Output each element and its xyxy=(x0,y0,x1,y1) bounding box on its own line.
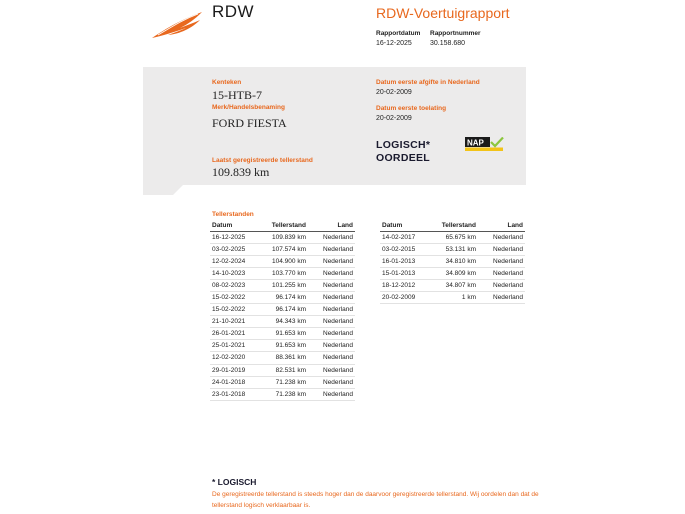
cell-datum: 25-01-2021 xyxy=(210,340,262,352)
cell-land: Nederland xyxy=(308,279,355,291)
kenteken-value: 15-HTB-7 xyxy=(212,88,262,102)
cell-tellerstand: 34.810 km xyxy=(432,255,478,267)
cell-datum: 12-02-2024 xyxy=(210,255,262,267)
report-title: RDW-Voertuigrapport xyxy=(376,5,510,21)
afgifte-label: Datum eerste afgifte in Nederland xyxy=(376,79,480,86)
cell-datum: 08-02-2023 xyxy=(210,279,262,291)
cell-land: Nederland xyxy=(308,304,355,316)
cell-tellerstand: 96.174 km xyxy=(262,291,308,303)
cell-datum: 14-10-2023 xyxy=(210,267,262,279)
footnote-text: De geregistreerde tellerstand is steeds hoger dan de daarvoor geregistreerde tellerstand. Wij oordelen dan dat de tellerstand logisch verklaarbaar is. xyxy=(212,491,539,509)
afgifte-value: 20-02-2009 xyxy=(376,89,412,96)
rapportdatum-value: 16-12-2025 xyxy=(376,40,412,47)
cell-tellerstand: 96.174 km xyxy=(262,304,308,316)
kenteken-label: Kenteken xyxy=(212,79,242,86)
table-row xyxy=(380,279,525,291)
cell-tellerstand: 71.238 km xyxy=(262,388,308,400)
cell-tellerstand: 53.131 km xyxy=(432,243,478,255)
km-label: Laatst geregistreerde tellerstand xyxy=(212,157,313,164)
table-row xyxy=(210,291,355,303)
table-row xyxy=(210,316,355,328)
table-row xyxy=(210,388,355,400)
cell-land: Nederland xyxy=(478,243,525,255)
cell-datum: 20-02-2009 xyxy=(380,291,432,303)
cell-land: Nederland xyxy=(308,316,355,328)
col-datum: Datum xyxy=(210,220,262,231)
cell-land: Nederland xyxy=(308,243,355,255)
footnote-title: * LOGISCH xyxy=(212,477,257,487)
rapportnummer-label: Rapportnummer xyxy=(430,30,481,37)
cell-tellerstand: 91.653 km xyxy=(262,340,308,352)
col-land: Land xyxy=(308,220,355,231)
table-row xyxy=(210,279,355,291)
toelating-value: 20-02-2009 xyxy=(376,115,412,122)
oordeel-line1: LOGISCH* xyxy=(376,139,431,151)
cell-land: Nederland xyxy=(308,267,355,279)
merk-label: Merk/Handelsbenaming xyxy=(212,104,285,111)
merk-value: FORD FIESTA xyxy=(212,116,287,130)
cell-tellerstand: 65.675 km xyxy=(432,231,478,243)
tellerstanden-table-right xyxy=(380,220,525,304)
cell-land: Nederland xyxy=(308,364,355,376)
cell-datum: 26-01-2021 xyxy=(210,328,262,340)
panel-notch xyxy=(143,185,183,195)
cell-tellerstand: 34.809 km xyxy=(432,267,478,279)
cell-land: Nederland xyxy=(478,279,525,291)
table-row xyxy=(380,231,525,243)
cell-land: Nederland xyxy=(308,231,355,243)
cell-tellerstand: 103.770 km xyxy=(262,267,308,279)
cell-datum: 15-02-2022 xyxy=(210,304,262,316)
cell-datum: 18-12-2012 xyxy=(380,279,432,291)
table-row xyxy=(210,267,355,279)
km-value: 109.839 km xyxy=(212,165,270,179)
cell-tellerstand: 71.238 km xyxy=(262,376,308,388)
cell-land: Nederland xyxy=(478,291,525,303)
table-header-row xyxy=(380,220,525,231)
cell-datum: 16-12-2025 xyxy=(210,231,262,243)
brand-name: RDW xyxy=(212,2,255,21)
tellerstanden-table-left xyxy=(210,220,355,401)
cell-datum: 16-01-2013 xyxy=(380,255,432,267)
tellerstanden-title: Tellerstanden xyxy=(212,211,254,218)
cell-land: Nederland xyxy=(308,340,355,352)
table-row xyxy=(210,304,355,316)
table-row xyxy=(380,243,525,255)
rapportnummer-value: 30.158.680 xyxy=(430,40,466,47)
cell-land: Nederland xyxy=(308,388,355,400)
table-row xyxy=(210,243,355,255)
table-row xyxy=(210,231,355,243)
cell-tellerstand: 94.343 km xyxy=(262,316,308,328)
cell-land: Nederland xyxy=(308,376,355,388)
table-row xyxy=(380,291,525,303)
toelating-label: Datum eerste toelating xyxy=(376,105,447,112)
table-row xyxy=(210,255,355,267)
table-row xyxy=(380,267,525,279)
cell-datum: 23-01-2018 xyxy=(210,388,262,400)
oordeel-block xyxy=(376,139,430,165)
cell-tellerstand: 101.255 km xyxy=(262,279,308,291)
cell-land: Nederland xyxy=(478,255,525,267)
cell-tellerstand: 109.839 km xyxy=(262,231,308,243)
cell-datum: 24-01-2018 xyxy=(210,376,262,388)
table-row xyxy=(210,328,355,340)
nap-text: NAP xyxy=(467,138,484,148)
cell-land: Nederland xyxy=(478,267,525,279)
nap-check-icon xyxy=(465,137,505,151)
cell-land: Nederland xyxy=(308,291,355,303)
rapportdatum-label: Rapportdatum xyxy=(376,30,421,37)
cell-tellerstand: 91.653 km xyxy=(262,328,308,340)
cell-land: Nederland xyxy=(308,328,355,340)
table-row xyxy=(210,352,355,364)
table-row xyxy=(210,340,355,352)
col-land: Land xyxy=(478,220,525,231)
col-datum: Datum xyxy=(380,220,432,231)
table-header-row xyxy=(210,220,355,231)
cell-datum: 03-02-2015 xyxy=(380,243,432,255)
table-row xyxy=(210,364,355,376)
cell-datum: 03-02-2025 xyxy=(210,243,262,255)
cell-land: Nederland xyxy=(308,352,355,364)
cell-datum: 29-01-2019 xyxy=(210,364,262,376)
cell-land: Nederland xyxy=(308,255,355,267)
cell-tellerstand: 88.361 km xyxy=(262,352,308,364)
col-tellerstand: Tellerstand xyxy=(262,220,308,231)
cell-tellerstand: 107.574 km xyxy=(262,243,308,255)
cell-datum: 12-02-2020 xyxy=(210,352,262,364)
cell-datum: 14-02-2017 xyxy=(380,231,432,243)
table-row xyxy=(380,255,525,267)
cell-tellerstand: 104.900 km xyxy=(262,255,308,267)
col-tellerstand: Tellerstand xyxy=(432,220,478,231)
cell-land: Nederland xyxy=(478,231,525,243)
table-row xyxy=(210,376,355,388)
rdw-logo-icon xyxy=(150,8,206,40)
cell-datum: 21-10-2021 xyxy=(210,316,262,328)
cell-tellerstand: 34.807 km xyxy=(432,279,478,291)
cell-tellerstand: 1 km xyxy=(432,291,478,303)
cell-tellerstand: 82.531 km xyxy=(262,364,308,376)
cell-datum: 15-02-2022 xyxy=(210,291,262,303)
oordeel-line2: OORDEEL xyxy=(376,152,431,164)
cell-datum: 15-01-2013 xyxy=(380,267,432,279)
